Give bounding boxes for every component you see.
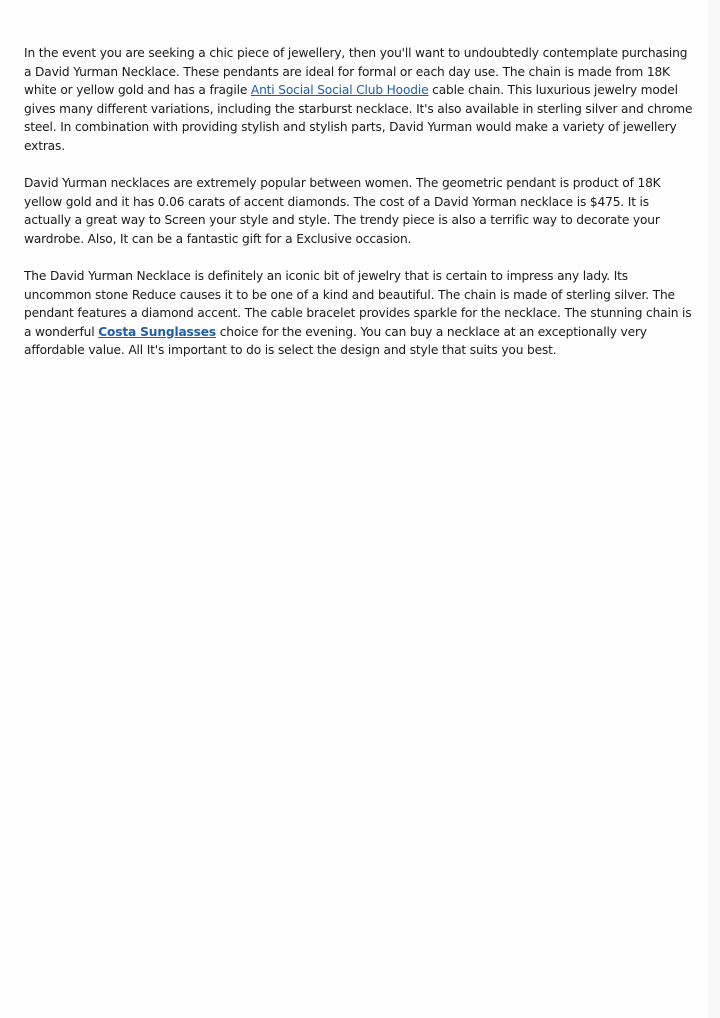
paragraph-2 [24, 174, 696, 248]
costa-sunglasses-link[interactable]: Costa Sunglasses [98, 324, 216, 339]
paragraph-3-text: The David Yurman Necklace is definitely an iconic bit of jewelry that is certain to impress any lady. Its uncommon stone Reduce causes it to be one of a kind and beautiful. The chain is made of sterling silver. The pendant features a diamond accent. The cable bracelet provides sparkle for the necklace. The stunning chain is a wonderful [24, 268, 692, 339]
paragraph-1 [24, 44, 696, 156]
paragraph-1-text-after: cable chain. This luxurious jewelry model gives many different variations, including the starburst necklace. It's also available in sterling silver and chrome steel. In combination with providing stylish and stylish parts, David Yurman would make a variety of jewellery extras. [24, 83, 693, 153]
article-body [24, 44, 696, 378]
anti-social-social-club-hoodie-link[interactable]: Anti Social Social Club Hoodie [250, 83, 429, 98]
paragraph-3 [24, 267, 696, 360]
paragraph-2-text: David Yurman necklaces are extremely popular between women. The geometric pendant is product of 18K yellow gold and it has 0.06 carats of accent diamonds. The cost of a David Yorman necklace is $475. It is actually a great way to Screen your style and style. The trendy piece is also a terrific way to decorate your wardrobe. Also, It can be a fantastic gift for a Exclusive occasion. [24, 176, 661, 246]
paragraph-3-text-after: choice for the evening. You can buy a necklace at an exceptionally very affordable value. All It's important to do is select the design and style that suits you best. [24, 324, 647, 358]
paragraph-1-text: In the event you are seeking a chic piece of jewellery, then you'll want to undoubtedly contemplate purchasing a David Yurman Necklace. These pendants are ideal for formal or each day use. The chain is made from 18K white or yellow gold and has a fragile [24, 46, 688, 98]
